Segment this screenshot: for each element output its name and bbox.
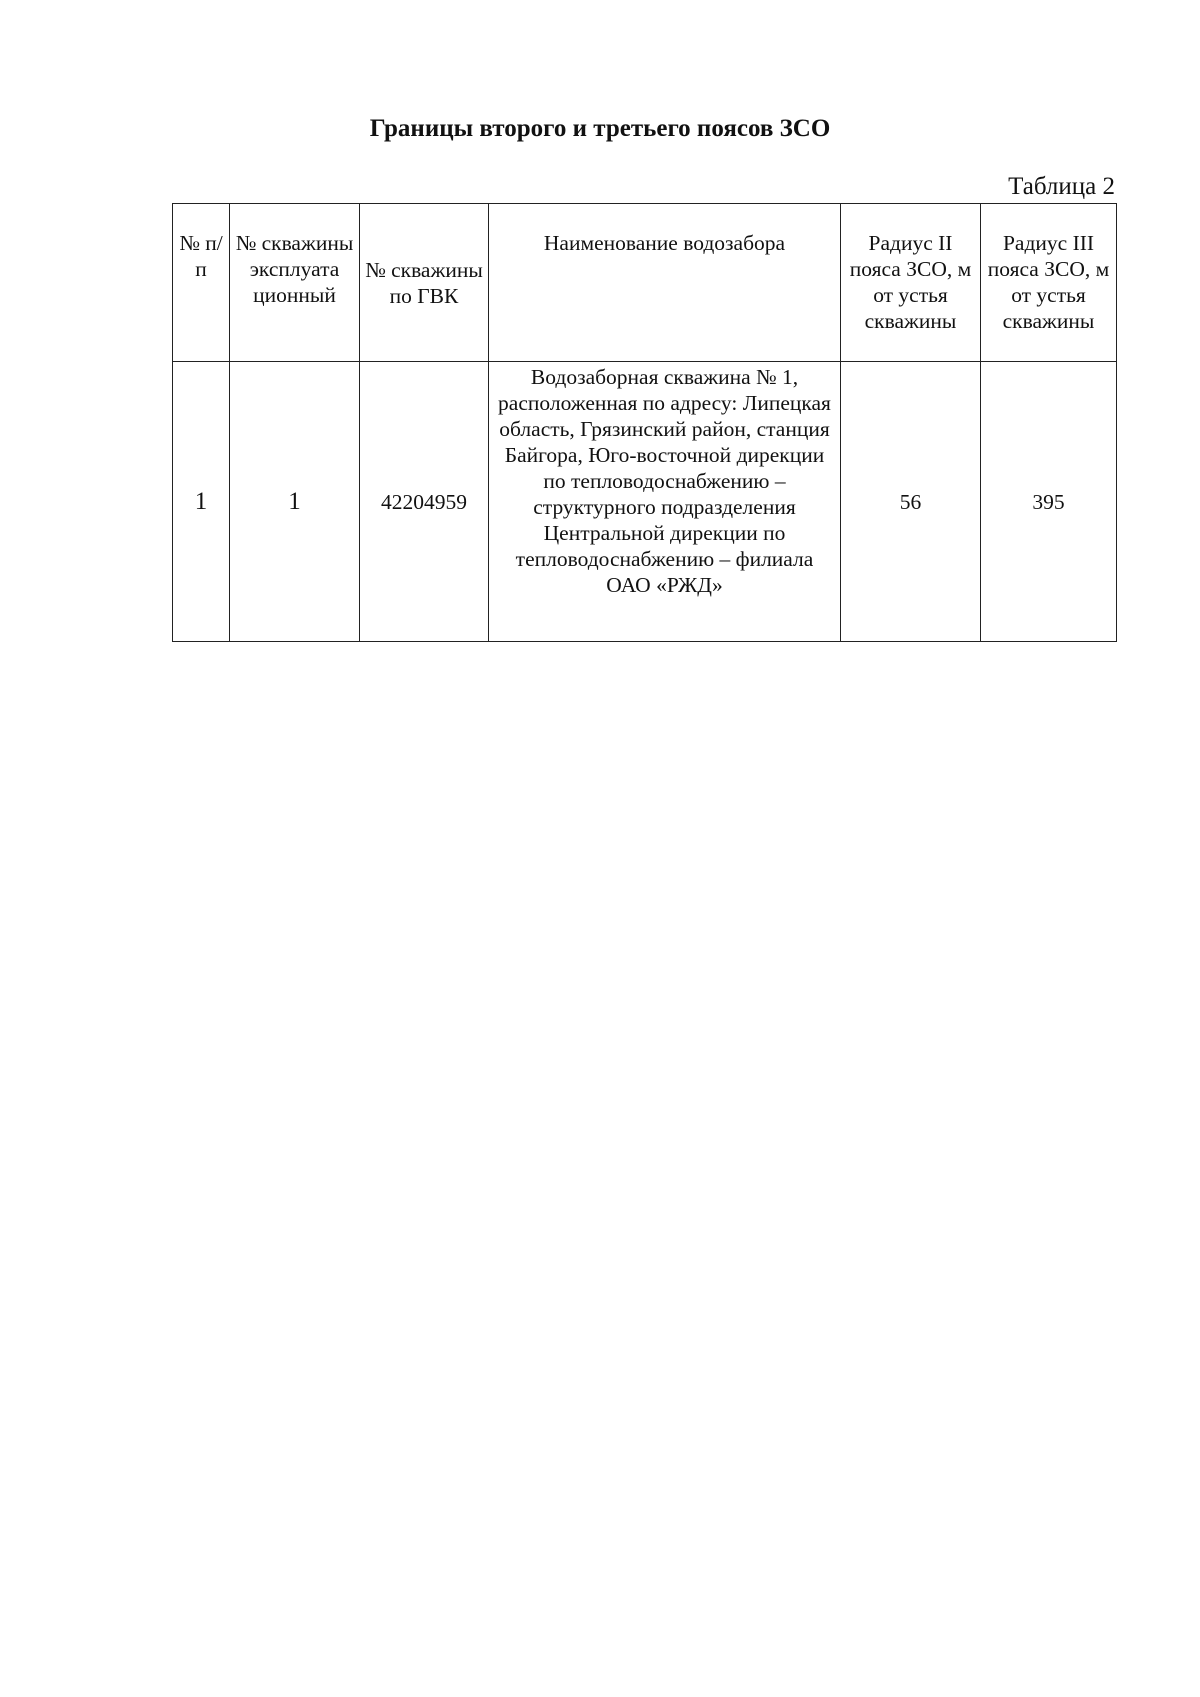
header-radius-3: Радиус III пояса ЗСО, м от устья скважины	[981, 204, 1117, 362]
document-title: Границы второго и третьего поясов ЗСО	[369, 115, 831, 142]
table-row	[173, 362, 1117, 642]
table-header-row	[173, 204, 1117, 362]
cell-well-gvk: 42204959	[360, 362, 489, 642]
zso-boundaries-table	[172, 203, 1117, 642]
header-well-gvk: № скважины по ГВК	[360, 204, 489, 362]
header-row-number: № п/п	[173, 204, 230, 362]
header-intake-name: Наименование водозабора	[489, 204, 841, 362]
cell-well-operational: 1	[230, 362, 360, 642]
cell-intake-name: Водозаборная скважина № 1, расположенная по адресу: Липецкая область, Грязинский район, станция Байгора, Юго-восточной дирекции по тепловодоснабжению – структурного подразделения Центральной дирекции по тепловодоснабжению – филиала ОАО «РЖД»	[489, 362, 841, 642]
header-well-operational: № скважины эксплуата ционный	[230, 204, 360, 362]
cell-radius-3: 395	[981, 362, 1117, 642]
table-label: Таблица 2	[1008, 173, 1115, 200]
header-radius-2: Радиус II пояса ЗСО, м от устья скважины	[841, 204, 981, 362]
cell-row-number: 1	[173, 362, 230, 642]
cell-radius-2: 56	[841, 362, 981, 642]
